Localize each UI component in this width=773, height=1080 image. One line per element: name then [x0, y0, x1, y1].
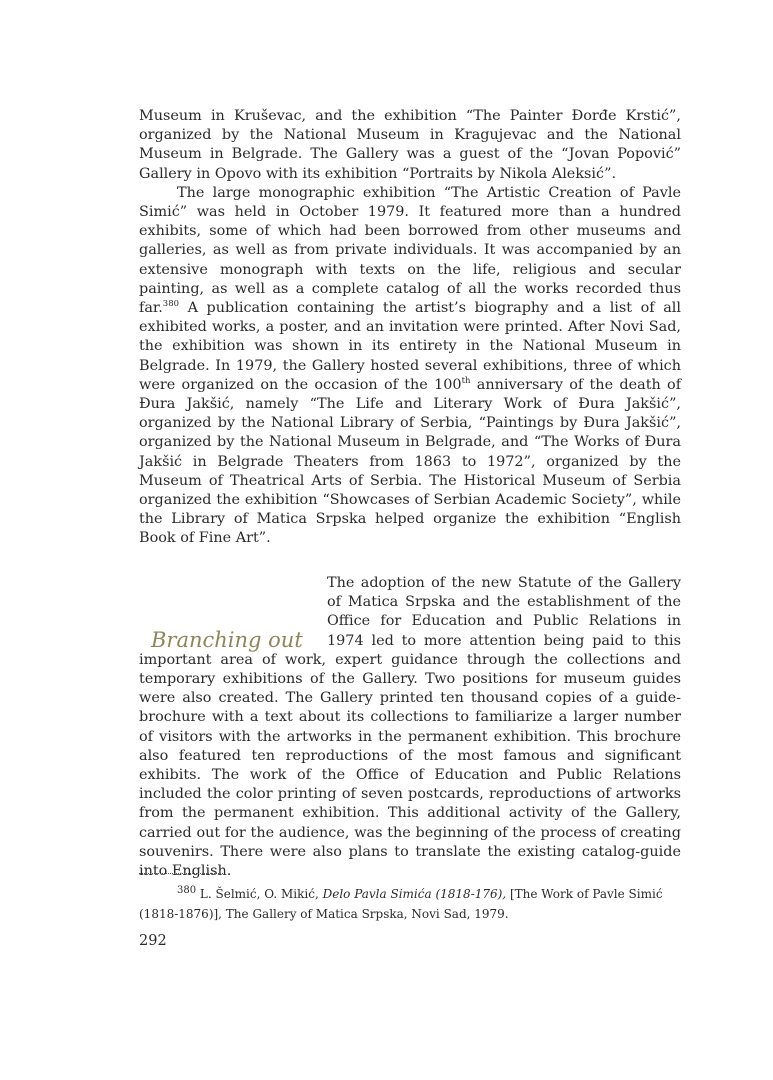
- body-text-upper: [139, 107, 681, 549]
- paragraph-text: The adoption of the new Statute of the Gallery of Matica Srpska and the establishment of the Office for Education and Public Relations in 1974 led to more attention being paid to this important area of work, expert guidance through the collections and temporary exhibitions of the Gallery. Two positions for museum guides were also created. The Gallery printed ten thousand copies of a guide-brochure with a text about its collections to familiarize a larger number of visitors with the artworks in the permanent exhibition. This brochure also featured ten reproductions of the most famous and significant exhibits. The work of the Office of Education and Public Relations included the color printing of seven postcards, reproductions of artworks from the permanent exhibition. This additional activity of the Gallery, carried out for the audience, was the beginning of the process of creating souvenirs. There were also plans to translate the existing catalog-guide into English.: [139, 575, 681, 880]
- section-heading: Branching out: [151, 628, 303, 652]
- footnote-details: [The Work of Pavle Simić (1818-1876)], The Gallery of Matica Srpska, Novi Sad, 1979.: [139, 887, 663, 921]
- footnote-number: 380: [177, 885, 197, 896]
- footnote: [139, 884, 681, 924]
- footnote-reference: 380: [162, 299, 180, 310]
- paragraph-pavle-simic: [139, 184, 681, 549]
- paragraph-text: anniversary of the death of Đura Jakšić, namely “The Life and Literary Work of Đura Jakšić”, organized by the National Library of Serbia, “Paintings by Đura Jakšić”, organized by the National Museum in Belgrade, and “The Works of Đura Jakšić in Belgrade Theaters from 1863 to 1972”, organized by the Museum of Theatrical Arts of Serbia. The Historical Museum of Serbia organized the exhibition “Showcases of Serbian Academic Society”, while the Library of Matica Srpska helped organize the exhibition “English Book of Fine Art”.: [139, 376, 682, 547]
- footnote-separator: [139, 873, 223, 874]
- body-text-lower: [139, 574, 681, 881]
- footnote-title: Delo Pavla Simića (1818-176),: [322, 887, 507, 901]
- footnote-authors: L. Šelmić, O. Mikić,: [199, 887, 319, 901]
- paragraph-text: The large monographic exhibition “The Artistic Creation of Pavle Simić” was held in October 1979. It featured more than a hundred exhibits, some of which had been borrowed from other museums and galleries, as well as from private individuals. It was accompanied by an extensive monograph with texts on the life, religious and secular painting, as well as a complete catalog of all the works recorded thus far.: [139, 184, 681, 317]
- paragraph-text: Museum in Kruševac, and the exhibition “The Painter Đorđe Krstić”, organized by the National Museum in Kragujevac and the National Museum in Belgrade. The Gallery was a guest of the “Jovan Popović” Gallery in Opovo with its exhibition “Portraits by Nikola Aleksić”.: [139, 108, 681, 182]
- paragraph-continuation: [139, 107, 681, 184]
- paragraph-text: A publication containing the artist’s biography and a list of all exhibited works, a poster, and an invitation were printed. After Novi Sad, the exhibition was shown in its entirety in the National Museum in Belgrade. In 1979, the Gallery hosted several exhibitions, three of which were organized on the occasion of the 100: [139, 300, 681, 393]
- page-number: 292: [139, 933, 167, 949]
- ordinal-suffix: th: [461, 376, 471, 387]
